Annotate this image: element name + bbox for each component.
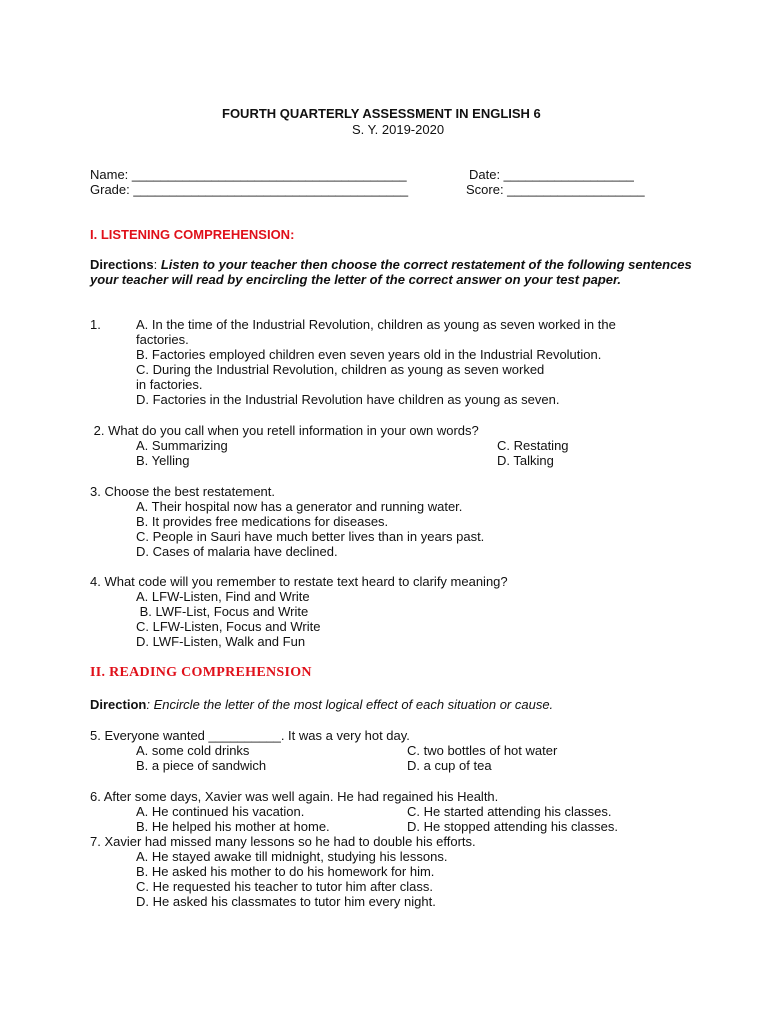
q4-stem: 4. What code will you remember to restate text heard to clarify meaning? [90,574,508,589]
q3-option-c: C. People in Sauri have much better lives than in years past. [136,529,485,544]
q1-number: 1. [90,317,101,332]
q3-option-b: B. It provides free medications for diseases. [136,514,389,529]
q4-option-c: C. LFW-Listen, Focus and Write [136,619,321,634]
q5-option-b: B. a piece of sandwich [136,758,267,773]
q2-option-b: B. Yelling [136,453,190,468]
directions-text: Listen to your teacher then choose the correct restatement of the following sentences your teacher will read by encircling the letter of the correct answer on your test paper. [90,257,692,287]
q6-option-d: D. He stopped attending his classes. [407,819,619,834]
q1-option-c: C. During the Industrial Revolution, children as young as seven worked [136,362,545,377]
q5-option-c: C. two bottles of hot water [407,743,558,758]
q7-option-a: A. He stayed awake till midnight, studying his lessons. [136,849,448,864]
q5-stem: 5. Everyone wanted __________. It was a very hot day. [90,728,410,743]
q7-stem: 7. Xavier had missed many lessons so he had to double his efforts. [90,834,476,849]
section-heading-listening: I. LISTENING COMPREHENSION: [90,227,295,242]
q1-option-d: D. Factories in the Industrial Revolution have children as young as seven. [136,392,560,407]
q6-option-a: A. He continued his vacation. [136,804,305,819]
q4-option-d: D. LWF-Listen, Walk and Fun [136,634,306,649]
q5-option-d: D. a cup of tea [407,758,492,773]
q2-option-a: A. Summarizing [136,438,228,453]
listening-directions [90,257,720,287]
q2-stem: 2. What do you call when you retell information in your own words? [90,423,479,438]
q7-option-d: D. He asked his classmates to tutor him every night. [136,894,436,909]
q6-stem: 6. After some days, Xavier was well again. He had regained his Health. [90,789,499,804]
q7-option-b: B. He asked his mother to do his homework for him. [136,864,435,879]
q1-option-a: A. In the time of the Industrial Revolution, children as young as seven worked in the [136,317,616,332]
q1-option-b: B. Factories employed children even seven years old in the Industrial Revolution. [136,347,602,362]
q3-option-a: A. Their hospital now has a generator and running water. [136,499,463,514]
grade-field: Grade: ______________________________________ [90,182,409,197]
q2-option-d: D. Talking [497,453,554,468]
q7-option-c: C. He requested his teacher to tutor him after class. [136,879,433,894]
score-field: Score: ___________________ [466,182,645,197]
q4-option-b: B. LWF-List, Focus and Write [136,604,309,619]
section-heading-reading: II. READING COMPREHENSION [90,665,312,680]
page-title: FOURTH QUARTERLY ASSESSMENT IN ENGLISH 6 [222,106,541,121]
q1-option-a-cont: factories. [136,332,189,347]
direction-label: Direction [90,697,147,712]
q1-option-c-cont: in factories. [136,377,203,392]
name-field: Name: ______________________________________ [90,167,407,182]
q4-option-a: A. LFW-Listen, Find and Write [136,589,310,604]
q6-option-b: B. He helped his mother at home. [136,819,330,834]
q5-option-a: A. some cold drinks [136,743,250,758]
q3-option-d: D. Cases of malaria have declined. [136,544,338,559]
date-field: Date: __________________ [469,167,634,182]
directions-label: Directions [90,257,154,272]
directions-colon: : [153,257,161,272]
reading-directions [90,697,553,712]
direction-text: : Encircle the letter of the most logical effect of each situation or cause. [146,697,554,712]
q3-stem: 3. Choose the best restatement. [90,484,275,499]
q2-option-c: C. Restating [497,438,569,453]
school-year: S. Y. 2019-2020 [352,122,445,137]
q6-option-c: C. He started attending his classes. [407,804,612,819]
